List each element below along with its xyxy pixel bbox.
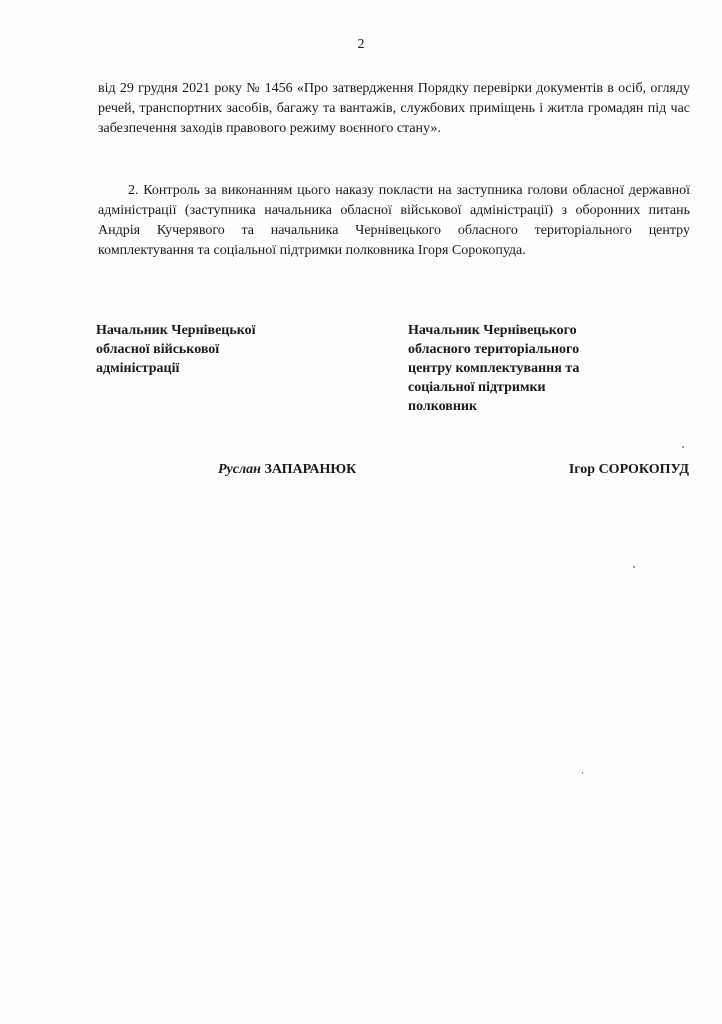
left-signatory-name (218, 462, 356, 478)
left-title-line: обласної військової (96, 342, 220, 357)
scan-speck (633, 566, 635, 568)
right-signatory-name (569, 462, 689, 478)
left-given-name: Руслан (218, 462, 261, 477)
left-title-line: Начальник Чернівецької (96, 323, 256, 338)
page-number: 2 (357, 37, 365, 52)
paragraph-control-clause: 2. Контроль за виконанням цього наказу покласти на заступника голови обласної державної адміністрації (заступника начальника обласної військової адміністрації) з оборонних питань Андрія Кучерявого та начальника Чернівецького обласного територіального центру комплектування та соціальної підтримки полковника Ігоря Сорокопуда. (98, 183, 690, 258)
left-title-line: адміністрації (96, 361, 180, 376)
left-signatory-title (96, 321, 336, 378)
right-title-line: обласного територіального (408, 342, 580, 357)
scan-speck (682, 446, 684, 448)
right-signatory-title (408, 321, 668, 416)
right-title-line: полковник (408, 399, 478, 414)
right-given-name: Ігор (568, 462, 596, 477)
right-surname: СОРОКОПУД (598, 462, 689, 477)
right-title-line: Начальник Чернівецького (408, 323, 577, 338)
left-surname: ЗАПАРАНЮК (264, 462, 357, 477)
scan-speck (582, 772, 583, 774)
paragraph-continuation: від 29 грудня 2021 року № 1456 «Про затвердження Порядку перевірки документів в осіб, огляду речей, транспортних засобів, багажу та вантажів, службових приміщень і житла громадян під час забезпечення заходів правового режиму воєнного стану». (98, 81, 690, 136)
right-title-line: центру комплектування та (408, 361, 580, 376)
right-title-line: соціальної підтримки (408, 380, 546, 395)
